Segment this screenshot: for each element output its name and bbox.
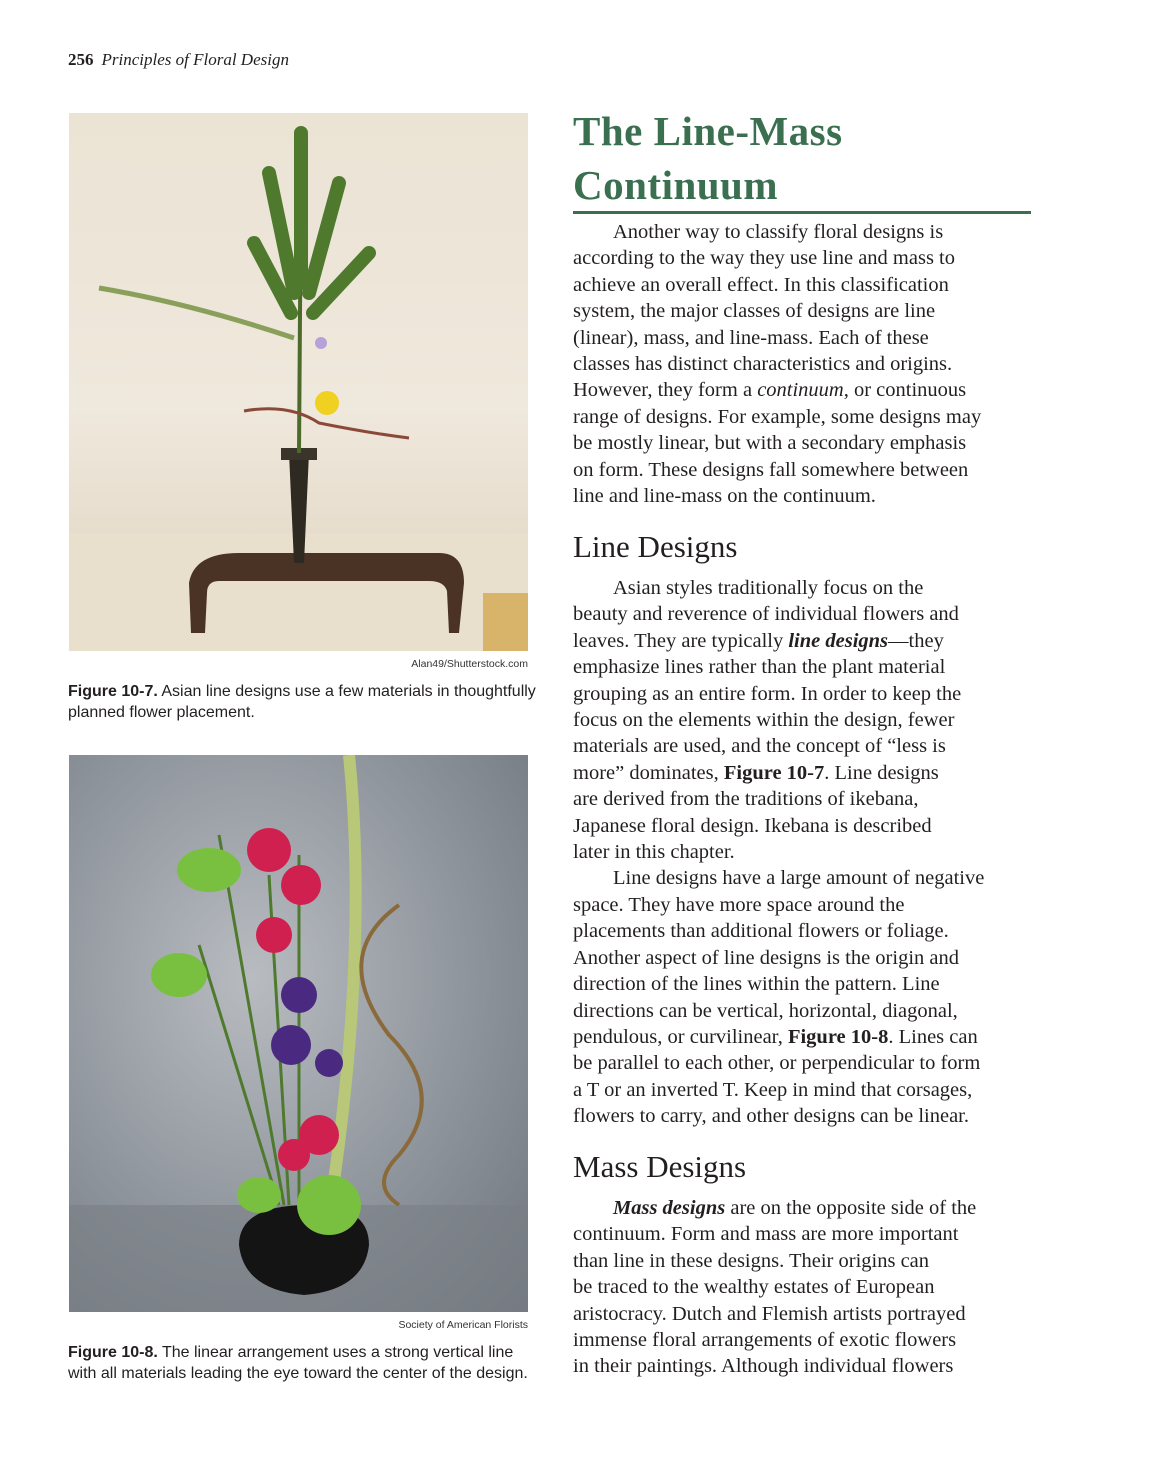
text-segment: continuum. Form and mass are more important [573, 1223, 959, 1246]
text-segment: pendulous, or curvilinear, [573, 1025, 788, 1048]
text-line [573, 404, 981, 430]
text-segment: system, the major classes of designs are line [573, 300, 936, 323]
page-number: 256 [68, 50, 94, 69]
text-line [573, 325, 981, 351]
text-segment: in their paintings. Although individual flowers [573, 1355, 954, 1378]
emphasis-text: Figure 10-8 [787, 1025, 889, 1048]
text-line [573, 1248, 976, 1274]
text-line [573, 575, 984, 601]
text-segment: range of designs. For example, some designs may [573, 405, 982, 428]
caption-text: Asian line designs use a few materials in thoughtfully planned flower placement. [68, 683, 536, 721]
text-line [573, 998, 984, 1024]
text-line [573, 839, 984, 865]
text-segment: , or continuous [843, 379, 967, 402]
emphasis-text: Figure 10-7 [723, 761, 825, 784]
heading-line-designs: Line Designs [573, 529, 738, 564]
text-line [573, 865, 984, 891]
text-segment: more” dominates, [573, 761, 724, 784]
text-line [573, 430, 981, 456]
text-segment: are derived from the traditions of ikebana, [573, 788, 919, 811]
text-line [573, 1024, 984, 1050]
caption-text: The linear arrangement uses a strong vertical line with all materials leading the eye toward the center of the design. [68, 1344, 528, 1382]
text-line [573, 272, 981, 298]
text-segment: aristocracy. Dutch and Flemish artists portrayed [573, 1302, 966, 1325]
text-line [573, 1050, 984, 1076]
figure-10-8-photo [69, 755, 528, 1312]
text-segment: Another way to classify floral designs is [613, 221, 944, 243]
text-segment: —they [888, 629, 944, 652]
text-line [573, 1274, 976, 1300]
text-segment: direction of the lines within the pattern. Line [573, 973, 940, 996]
text-line [573, 707, 984, 733]
text-segment: flowers to carry, and other designs can be linear. [573, 1105, 969, 1128]
text-segment: Japanese floral design. Ikebana is described [573, 814, 932, 837]
emphasis-text: line designs [788, 629, 889, 652]
text-line [573, 760, 984, 786]
section-title [573, 104, 843, 212]
text-line [573, 483, 981, 509]
text-segment: are on the opposite side of the [725, 1197, 977, 1219]
text-segment: focus on the elements within the design, fewer [573, 709, 955, 732]
running-head [68, 50, 289, 70]
intro-body [573, 219, 981, 509]
text-segment: be parallel to each other, or perpendicular to form [573, 1052, 981, 1075]
text-line [573, 733, 984, 759]
book-title: Principles of Floral Design [101, 50, 289, 69]
text-line [573, 219, 981, 245]
text-segment: immense floral arrangements of exotic flowers [573, 1329, 957, 1352]
text-line [573, 245, 981, 271]
title-rule [573, 211, 1031, 214]
line-designs-body [573, 575, 984, 1130]
text-line [573, 971, 984, 997]
text-segment: . Lines can [888, 1025, 978, 1048]
text-segment: than line in these designs. Their origins can [573, 1249, 930, 1272]
text-line [573, 654, 984, 680]
emphasis-text: continuum [757, 379, 844, 402]
text-segment: (linear), mass, and line-mass. Each of these [573, 326, 929, 349]
text-segment: Another aspect of line designs is the origin and [573, 946, 959, 969]
text-segment: achieve an overall effect. In this classification [573, 273, 949, 296]
text-line [573, 1103, 984, 1129]
text-segment: be mostly linear, but with a secondary emphasis [573, 432, 967, 455]
text-line [573, 1301, 976, 1327]
heading-mass-designs: Mass Designs [573, 1149, 747, 1184]
text-line [573, 351, 981, 377]
text-segment: . Line designs [824, 761, 939, 784]
text-line [573, 457, 981, 483]
figure-10-7-caption [68, 681, 538, 723]
text-line [573, 892, 984, 918]
text-segment: placements than additional flowers or foliage. [573, 920, 949, 943]
figure-10-8-caption [68, 1342, 538, 1384]
text-line [573, 628, 984, 654]
figure-10-8-credit: Society of American Florists [398, 1319, 528, 1331]
text-segment: However, they form a [573, 379, 758, 402]
figure-label: Figure 10-7. [68, 683, 158, 700]
mass-designs-body [573, 1195, 976, 1380]
text-segment: a T or an inverted T. Keep in mind that corsages, [573, 1078, 973, 1101]
text-line [573, 1327, 976, 1353]
text-line [573, 813, 984, 839]
text-segment: later in this chapter. [573, 841, 735, 864]
text-line [573, 601, 984, 627]
figure-10-7-photo [69, 113, 528, 651]
emphasis-text: Mass designs [613, 1197, 726, 1219]
text-segment: be traced to the wealthy estates of European [573, 1276, 935, 1299]
text-segment: leaves. They are typically [573, 629, 789, 652]
text-segment: according to the way they use line and mass to [573, 247, 955, 270]
title-line: Continuum [573, 162, 779, 208]
text-line [573, 681, 984, 707]
text-line [573, 918, 984, 944]
text-segment: grouping as an entire form. In order to keep the [573, 682, 962, 705]
text-segment: materials are used, and the concept of “less is [573, 735, 946, 758]
text-segment: beauty and reverence of individual flowers and [573, 603, 959, 626]
text-segment: emphasize lines rather than the plant material [573, 656, 946, 679]
text-segment: space. They have more space around the [573, 893, 905, 916]
figure-label: Figure 10-8. [68, 1344, 158, 1361]
text-segment: directions can be vertical, horizontal, diagonal, [573, 999, 958, 1022]
figure-10-7-credit: Alan49/Shutterstock.com [411, 658, 528, 670]
text-line [573, 786, 984, 812]
text-line [573, 1195, 976, 1221]
text-line [573, 1353, 976, 1379]
text-line [573, 298, 981, 324]
text-line [573, 377, 981, 403]
text-line [573, 945, 984, 971]
title-line: The Line-Mass [573, 108, 843, 154]
text-segment: classes has distinct characteristics and origins. [573, 353, 953, 376]
text-segment: Line designs have a large amount of negative [613, 867, 985, 890]
text-segment: Asian styles traditionally focus on the [613, 577, 924, 599]
text-segment: on form. These designs fall somewhere between [573, 458, 969, 481]
text-segment: line and line-mass on the continuum. [573, 485, 876, 508]
text-line [573, 1077, 984, 1103]
text-line [573, 1221, 976, 1247]
